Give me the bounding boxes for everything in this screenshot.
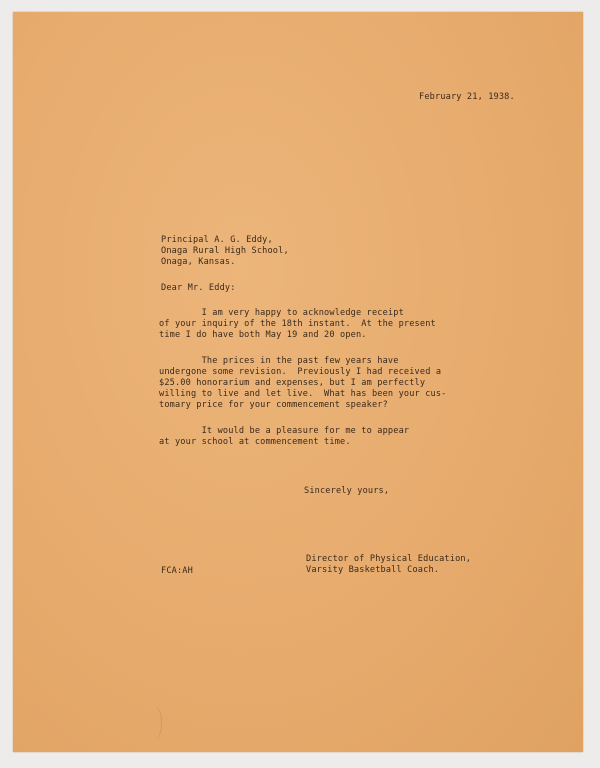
paragraph-3-line: It would be a pleasure for me to appear bbox=[159, 426, 410, 436]
paragraph-2-line: undergone some revision. Previously I had received a bbox=[159, 367, 442, 377]
paragraph-2-line: tomary price for your commencement speaker? bbox=[159, 400, 388, 410]
signature-title: Director of Physical Education, bbox=[306, 554, 472, 564]
paragraph-2-line: $25.00 honorarium and expenses, but I am perfectly bbox=[159, 378, 426, 388]
paragraph-1-line: of your inquiry of the 18th instant. At the present bbox=[159, 319, 436, 329]
paragraph-1-line: time I do have both May 19 and 20 open. bbox=[159, 330, 367, 340]
letter-page bbox=[13, 12, 583, 752]
salutation: Dear Mr. Eddy: bbox=[161, 283, 236, 293]
typist-initials: FCA:AH bbox=[161, 566, 193, 576]
recipient-location: Onaga, Kansas. bbox=[161, 257, 236, 267]
paper-crease-mark bbox=[147, 706, 162, 740]
closing: Sincerely yours, bbox=[304, 486, 390, 496]
letter-date: February 21, 1938. bbox=[419, 92, 515, 102]
paragraph-2-line: willing to live and let live. What has been your cus- bbox=[159, 389, 447, 399]
paragraph-1-line: I am very happy to acknowledge receipt bbox=[159, 308, 404, 318]
paragraph-3-line: at your school at commencement time. bbox=[159, 437, 351, 447]
recipient-school: Onaga Rural High School, bbox=[161, 246, 289, 256]
signature-subtitle: Varsity Basketball Coach. bbox=[306, 565, 440, 575]
paragraph-2-line: The prices in the past few years have bbox=[159, 356, 399, 366]
recipient-name: Principal A. G. Eddy, bbox=[161, 235, 273, 245]
